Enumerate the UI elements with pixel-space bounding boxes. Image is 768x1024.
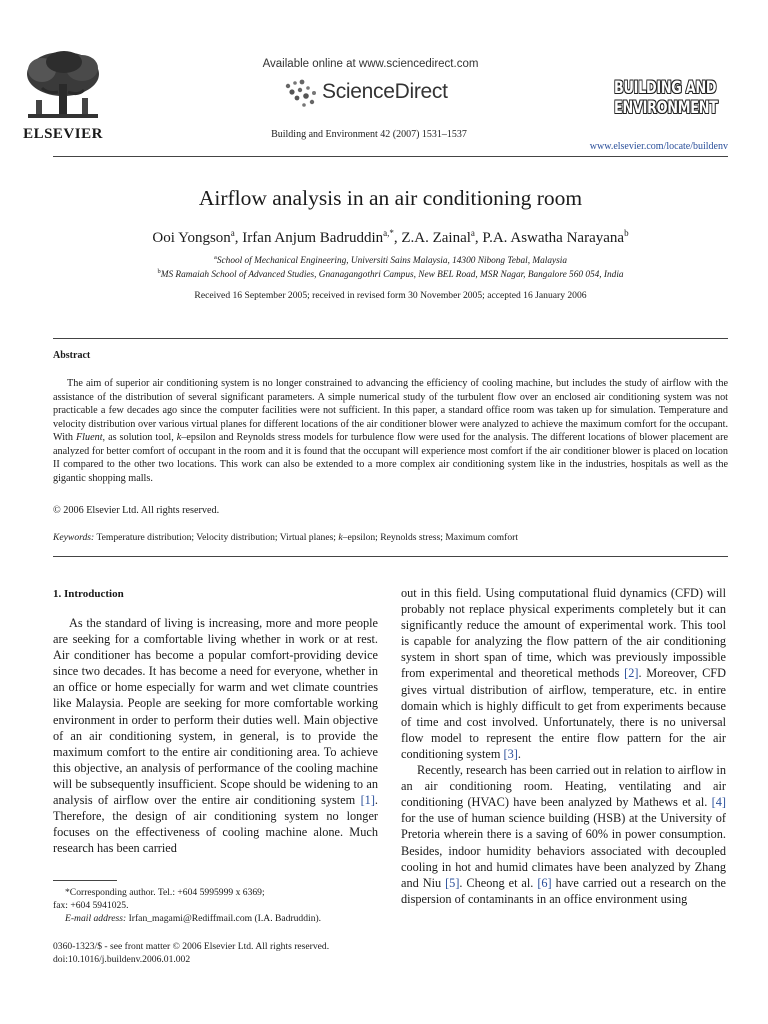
received-dates: Received 16 September 2005; received in revised form 30 November 2005; accepted 16 January 2006	[194, 290, 587, 301]
journal-logo-line-2: ENVIRONMENT	[614, 98, 718, 117]
abstract-bottom-divider	[53, 556, 728, 557]
footnote-fax: fax: +604 5941025.	[53, 900, 129, 911]
author-4: P.A. Aswatha Narayana$^b$	[482, 228, 629, 246]
journal-reference: Building and Environment 42 (2007) 1531–1537	[271, 129, 467, 140]
paragraph: Recently, research has been carried out in relation to airflow in an air conditioning room. Heating, ventilating and air conditioning (HVAC) have been analyzed by Mathews et al. [4] for the use of human science building (HSB) at the University of Pretoria wherein there is a saving of 60% in power consumption. Besides, indoor humidity behaviors associated with decoupled cooling in hot and humid climates have been analyzed by Zhang and Niu [5]. Cheong et al. [6] have carried out a research on the dispersion of contaminants in an office environment using	[401, 763, 726, 906]
footnote-email: E-mail address: Irfan_magami@Rediffmail.com (I.A. Badruddin).	[65, 913, 322, 924]
affiliation-a: $^a$School of Mechanical Engineering, Universiti Sains Malaysia, 14300 Nibong Tebal, Malaysia	[214, 254, 567, 267]
section-heading-introduction: 1. Introduction	[53, 588, 124, 600]
citation-link[interactable]: [6]	[537, 875, 552, 890]
sciencedirect-wordmark: ScienceDirect	[322, 80, 448, 103]
issn-line: 0360-1323/$ - see front matter © 2006 Elsevier Ltd. All rights reserved.	[53, 941, 330, 952]
available-online-text: Available online at www.sciencedirect.com	[262, 58, 479, 70]
author-1: Ooi Yongson$^a$,	[152, 228, 243, 246]
footnote-divider	[53, 880, 117, 881]
paragraph: out in this field. Using computational fluid dynamics (CFD) will probably not replace physical experiments completely but it can significantly reduce the amount of experimental work. This tool is capable for analyzing the flow pattern of the air conditioning system in short span of time, which was previously impossible from experimental and theoretical methods [2]. Moreover, CFD gives virtual distribution of airflow, temperature, etc. in entire domain which is highly difficult to get from experiments because of time and cost involved. Unfortunately, there is no universal flow model to represent the entire flow pattern for the air conditioning system [3].	[401, 586, 726, 761]
citation-link[interactable]: [5]	[445, 875, 460, 890]
citation-link[interactable]: [1]	[360, 793, 375, 808]
publisher-name: ELSEVIER	[23, 126, 103, 142]
left-column	[53, 615, 378, 856]
footnote-corresponding: *Corresponding author. Tel.: +604 5995999 x 6369;	[65, 887, 265, 898]
abstract-top-divider	[53, 338, 728, 339]
citation-link[interactable]: [4]	[711, 795, 726, 810]
journal-url-link[interactable]: www.elsevier.com/locate/buildenv	[589, 141, 728, 152]
sciencedirect-dots-icon	[282, 78, 322, 110]
citation-link[interactable]: [2]	[624, 666, 639, 681]
abstract-heading: Abstract	[53, 350, 91, 361]
doi-line: doi:10.1016/j.buildenv.2006.01.002	[53, 954, 191, 965]
affiliation-b: $^b$MS Ramaiah School of Advanced Studies, Gnanagangothri Campus, New BEL Road, MSR Nagar, Bangalore 560 054, India	[157, 268, 624, 281]
abstract-copyright: © 2006 Elsevier Ltd. All rights reserved.	[53, 505, 220, 516]
citation-link[interactable]: [3]	[503, 746, 518, 761]
journal-logo-line-1: BUILDING AND	[614, 78, 717, 97]
article-title: Airflow analysis in an air conditioning room	[198, 186, 583, 210]
paragraph: As the standard of living is increasing, more and more people are seeking for a comfortable living whether in work or at rest. Air conditioner has become a popular comfort-providing device since two decades. It has become a need for everyone, whether in an office or home especially for warm and wet climate countries like Malaysia. People are seeking for more comfortable working environment in order to perform their duties well. Main objective of an air conditioning system, in general, is to provide the maximum comfort to the entire air conditioning area. To achieve this objective, an analysis of performance of the cooling machine will be subsequently insufficient. Scope should be widening to an analysis of airflow over the entire air conditioning system [1]. Therefore, the design of air conditioning system no longer focuses on the effectiveness of cooling machine alone. Much research has been carried	[53, 616, 378, 856]
author-list	[53, 228, 728, 247]
header-divider	[53, 156, 728, 157]
sciencedirect-logo	[282, 78, 482, 110]
author-3: Z.A. Zainal$^a$,	[401, 228, 483, 246]
keywords: Keywords: Temperature distribution; Velocity distribution; Virtual planes; k–epsilon; Reynolds stress; Maximum comfort	[53, 532, 518, 543]
author-2: Irfan Anjum Badruddin$^{a,*}$,	[242, 228, 402, 246]
right-column	[401, 585, 726, 907]
journal-logo	[614, 78, 728, 122]
abstract-text: The aim of superior air conditioning system is no longer constrained to advancing the efficiency of cooling machine, but includes the study of airflow with the assistance of the distribution of several significant parameters. A simple numerical study of the turbulent flow over an enclosed air conditioning system was not practicable a few decades ago since the computer facilities were not sufficient. In this paper, a standard office room was taken up for simulation. Temperature and velocity distribution over various virtual planes for different locations of the air conditioner blower were analyzed to achieve the maximum comfort for the occupant. With Fluent, as solution tool, k–epsilon and Reynolds stress models for turbulence flow were used for the analysis. The different locations of blower placement are analyzed for better comfort of occupant in the room and it is found that the occupant will experience most comfort if the air conditioner blower is placed on location II compared to the other two locations. This work can also be extended to a more complex air conditioning system like in the industries, hospitals as well as the gigantic shopping malls.	[53, 378, 728, 484]
keywords-label: Keywords:	[53, 532, 95, 543]
